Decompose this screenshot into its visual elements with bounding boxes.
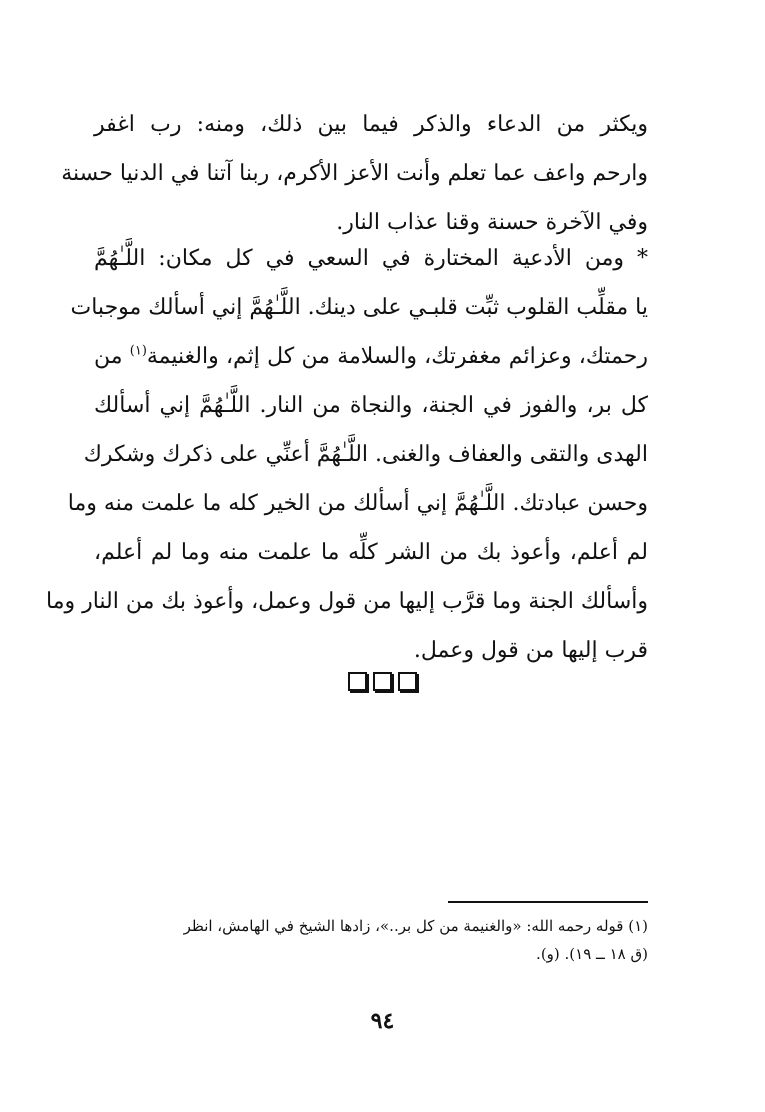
text-line-with-footnote [94, 332, 648, 381]
text-line: ويكثر من الدعاء والذكر فيما بين ذلك، ومنه: رب اغفر [94, 112, 648, 137]
text-line: وفي الآخرة حسنة وقنا عذاب النار. [336, 210, 648, 235]
paragraph-sai-supplications [45, 234, 648, 675]
text-segment: من [94, 344, 123, 369]
square-ornament-icon [348, 672, 367, 691]
text-line: وارحم واعف عما تعلم وأنت الأعز الأكرم، ربنا آتنا في الدنيا حسنة [61, 161, 648, 186]
text-line: لم أعلم، وأعوذ بك من الشر كلِّه ما علمت منه وما لم أعلم، [94, 540, 648, 565]
text-segment: رحمتك، وعزائم مغفرتك، والسلامة من كل إثم، والغنيمة [146, 344, 648, 369]
text-line: * ومن الأدعية المختارة في السعي في كل مكان: اللَّـٰهُمَّ [94, 246, 648, 271]
text-line: يا مقلِّب القلوب ثبِّت قلبـي على دينك. اللَّـٰهُمَّ إني أسألك موجبات [70, 295, 648, 320]
text-line: قرب إليها من قول وعمل. [413, 638, 648, 663]
page-number: ٩٤ [370, 1008, 395, 1034]
footnote-line: (ق ١٨ ــ ١٩). (و). [536, 945, 648, 963]
footnote [94, 912, 648, 968]
paragraph-dua-forgiveness [61, 100, 648, 247]
square-ornament-icon [398, 672, 417, 691]
footnote-separator [448, 901, 648, 903]
text-line: وأسألك الجنة وما قرَّب إليها من قول وعمل، وأعوذ بك من النار وما [45, 589, 648, 614]
section-divider-ornament [0, 672, 765, 691]
text-line: كل بر، والفوز في الجنة، والنجاة من النار. اللَّـٰهُمَّ إني أسألك [94, 393, 648, 418]
text-line: وحسن عبادتك. اللَّـٰهُمَّ إني أسألك من الخير كله ما علمت منه وما [67, 491, 648, 516]
square-ornament-icon [373, 672, 392, 691]
text-line: الهدى والتقى والعفاف والغنى. اللَّـٰهُمَّ أعنِّي على ذكرك وشكرك [83, 442, 648, 467]
footnote-reference[interactable]: (١) [129, 343, 147, 359]
footnote-line: (١) قوله رحمه الله: «والغنيمة من كل بر..»، زادها الشيخ في الهامش، انظر [183, 917, 648, 935]
